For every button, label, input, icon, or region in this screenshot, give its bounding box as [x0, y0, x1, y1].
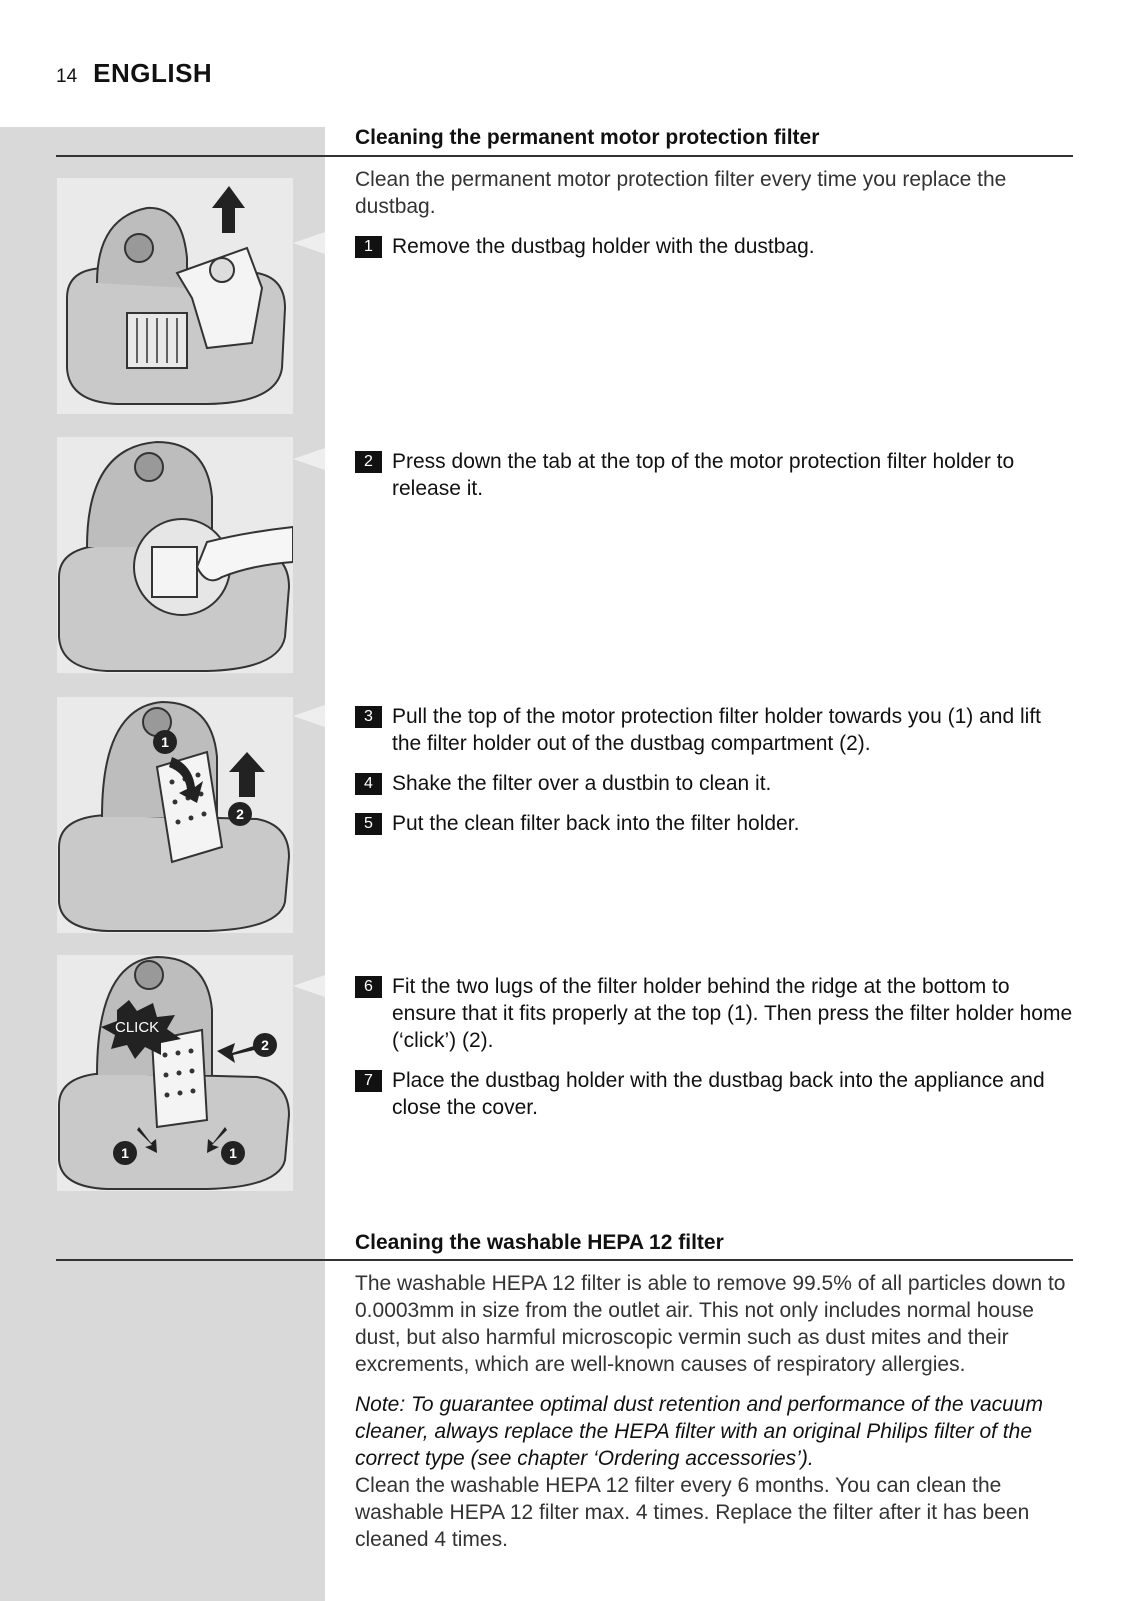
- click-label: CLICK: [115, 1019, 160, 1036]
- callout-2: 2: [236, 806, 244, 822]
- page-header: [56, 58, 212, 89]
- illustration-pull-filter-holder: [57, 697, 293, 933]
- step-item: [355, 810, 1073, 837]
- step-text: Fit the two lugs of the filter holder behind the ridge at the bottom to ensure that it fits properly at the top (1). Then press the filter holder home (‘click’) (2).: [392, 975, 1073, 1052]
- illustration-press-tab: [57, 437, 293, 673]
- illustration-fit-filter-holder: [57, 955, 293, 1191]
- figure-pointer: [293, 448, 325, 470]
- step-item: [355, 448, 1073, 502]
- callout-1: 1: [121, 1145, 129, 1161]
- step-item: [355, 703, 1073, 757]
- step-item: [355, 973, 1073, 1054]
- step-item: [355, 1067, 1073, 1121]
- section-rule: [56, 155, 1073, 157]
- step-number: 2: [355, 451, 382, 473]
- section-intro: Clean the permanent motor protection filter every time you replace the dustbag.: [355, 168, 1007, 218]
- section-title-hepa-filter: Cleaning the washable HEPA 12 filter: [355, 1231, 724, 1254]
- figure-pointer: [293, 705, 325, 727]
- callout-1: 1: [161, 734, 169, 750]
- step-text: Press down the tab at the top of the motor protection filter holder to release it.: [392, 450, 1015, 500]
- step-number: 3: [355, 706, 382, 728]
- section-title-motor-filter: Cleaning the permanent motor protection filter: [355, 126, 820, 149]
- step-number: 5: [355, 813, 382, 835]
- section-rule: [56, 1259, 1073, 1261]
- step-text: Place the dustbag holder with the dustbag back into the appliance and close the cover.: [392, 1069, 1045, 1119]
- step-text: Remove the dustbag holder with the dustbag.: [392, 235, 815, 258]
- step-item: [355, 233, 1073, 260]
- step-text: Put the clean filter back into the filter holder.: [392, 812, 800, 835]
- step-number: 4: [355, 773, 382, 795]
- step-number: 6: [355, 976, 382, 998]
- hepa-intro: The washable HEPA 12 filter is able to remove 99.5% of all particles down to 0.0003mm in size from the outlet air. This not only includes normal house dust, but also harmful microscopic vermin such as dust mites and their excrements, which are well-known causes of respiratory allergies.: [355, 1272, 1066, 1376]
- language-heading: ENGLISH: [93, 58, 213, 88]
- step-text: Pull the top of the motor protection filter holder towards you (1) and lift the filter holder out of the dustbag compartment (2).: [392, 705, 1042, 755]
- page-number: 14: [56, 66, 78, 87]
- illustration-remove-dustbag-holder: [57, 178, 293, 414]
- callout-1: 1: [229, 1145, 237, 1161]
- callout-2: 2: [261, 1037, 269, 1053]
- step-text: Shake the filter over a dustbin to clean it.: [392, 772, 772, 795]
- figure-pointer: [293, 975, 325, 997]
- figure-pointer: [293, 232, 325, 254]
- hepa-body: Clean the washable HEPA 12 filter every 6 months. You can clean the washable HEPA 12 filter max. 4 times. Replace the filter after it has been cleaned 4 times.: [355, 1474, 1030, 1551]
- step-number: 1: [355, 236, 382, 258]
- step-item: [355, 770, 1073, 797]
- step-number: 7: [355, 1070, 382, 1092]
- hepa-note: Note: To guarantee optimal dust retention and performance of the vacuum cleaner, always replace the HEPA filter with an original Philips filter of the correct type (see chapter ‘Ordering accessories’).: [355, 1393, 1043, 1470]
